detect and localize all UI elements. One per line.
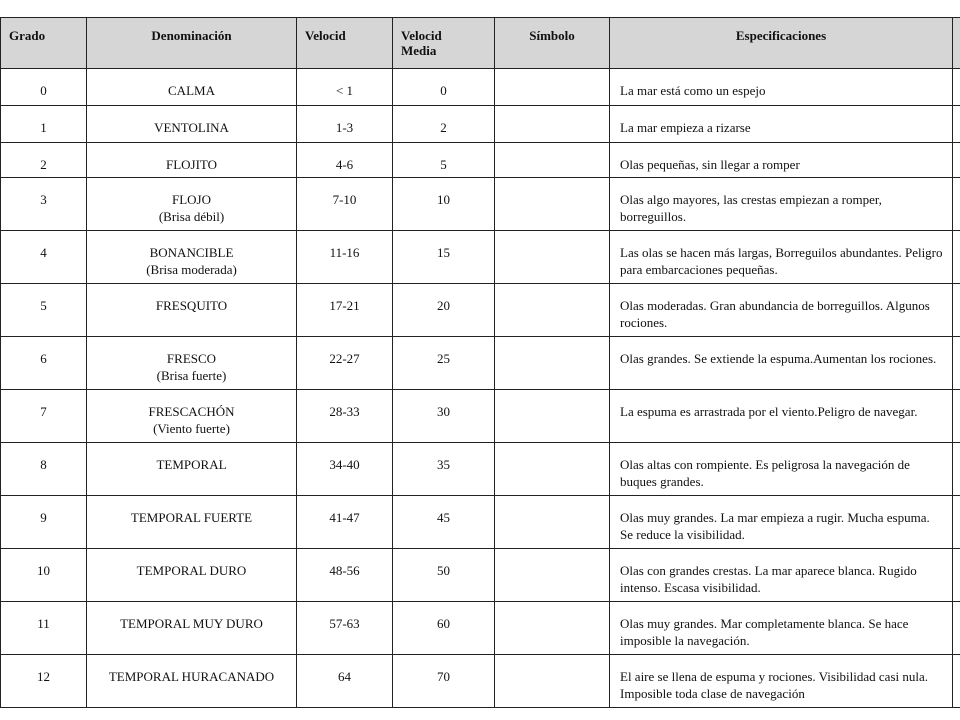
cell-extra [953,106,960,143]
cell-simbolo [495,178,610,231]
cell-velocidad-media: 10 [393,178,495,231]
cell-especificaciones: Olas grandes. Se extiende la espuma.Aumentan los rociones. [610,337,953,390]
cell-velocidad-media: 70 [393,655,495,708]
cell-especificaciones: Olas con grandes crestas. La mar aparece blanca. Rugido intenso. Escasa visibilidad. [610,549,953,602]
denominacion-name: FRESCO [166,351,217,366]
cell-velocidad-media: 5 [393,143,495,178]
cell-velocidad-media: 25 [393,337,495,390]
cell-grado: 1 [1,106,87,143]
denominacion-name: TEMPORAL [156,457,227,472]
cell-extra [953,69,960,106]
cell-velocidad: 48-56 [297,549,393,602]
cell-extra [953,443,960,496]
table-row [1,602,960,655]
denominacion-name: BONANCIBLE [149,245,234,260]
cell-denominacion [87,284,297,337]
cell-velocidad-media: 45 [393,496,495,549]
header-velocidad: Velocid [297,18,393,69]
header-simbolo: Símbolo [495,18,610,69]
cell-velocidad: 11-16 [297,231,393,284]
cell-extra [953,549,960,602]
header-extra-column [953,18,960,69]
cell-simbolo [495,443,610,496]
cell-extra [953,231,960,284]
cell-extra [953,655,960,708]
cell-denominacion [87,655,297,708]
header-denominacion: Denominación [87,18,297,69]
cell-grado: 12 [1,655,87,708]
cell-denominacion [87,69,297,106]
cell-velocidad: 57-63 [297,602,393,655]
cell-denominacion [87,231,297,284]
denominacion-subtitle: (Brisa débil) [158,209,225,224]
cell-grado: 8 [1,443,87,496]
denominacion-name: TEMPORAL FUERTE [130,510,253,525]
cell-especificaciones: La mar empieza a rizarse [610,106,953,143]
table-row [1,69,960,106]
denominacion-name: TEMPORAL DURO [136,563,247,578]
cell-velocidad-media: 20 [393,284,495,337]
denominacion-name: TEMPORAL MUY DURO [120,616,263,631]
cell-denominacion [87,443,297,496]
denominacion-name: FLOJITO [165,157,218,172]
cell-denominacion [87,143,297,178]
cell-denominacion [87,390,297,443]
cell-velocidad: 34-40 [297,443,393,496]
cell-grado: 4 [1,231,87,284]
table-header-row [1,18,960,69]
table-row [1,143,960,178]
denominacion-subtitle: (Brisa fuerte) [156,368,227,383]
denominacion-subtitle: (Brisa moderada) [146,262,237,277]
cell-denominacion [87,178,297,231]
cell-especificaciones: Olas moderadas. Gran abundancia de borreguillos. Algunos rociones. [610,284,953,337]
cell-velocidad-media: 30 [393,390,495,443]
cell-especificaciones: La espuma es arrastrada por el viento.Peligro de navegar. [610,390,953,443]
cell-velocidad-media: 0 [393,69,495,106]
cell-grado: 11 [1,602,87,655]
cell-simbolo [495,69,610,106]
header-especificaciones: Especificaciones [610,18,953,69]
cell-simbolo [495,602,610,655]
header-velocidad-media-line1: Velocid [401,28,442,43]
table-row [1,284,960,337]
denominacion-name: CALMA [168,83,215,98]
denominacion-name: TEMPORAL HURACANADO [108,669,275,684]
cell-grado: 3 [1,178,87,231]
cell-grado: 10 [1,549,87,602]
cell-velocidad: 41-47 [297,496,393,549]
cell-velocidad: 17-21 [297,284,393,337]
header-velocidad-media-line2: Media [401,43,437,58]
beaufort-scale-table [0,17,960,708]
denominacion-name: VENTOLINA [154,120,229,135]
cell-extra [953,178,960,231]
table-row [1,549,960,602]
cell-extra [953,496,960,549]
cell-especificaciones: Olas muy grandes. Mar completamente blanca. Se hace imposible la navegación. [610,602,953,655]
beaufort-table-page [0,17,960,720]
cell-extra [953,143,960,178]
cell-simbolo [495,284,610,337]
cell-simbolo [495,231,610,284]
cell-denominacion [87,602,297,655]
cell-velocidad-media: 35 [393,443,495,496]
cell-simbolo [495,106,610,143]
cell-velocidad-media: 60 [393,602,495,655]
cell-velocidad: 4-6 [297,143,393,178]
header-velocidad-media [393,18,495,69]
denominacion-name: FRESQUITO [155,298,228,313]
cell-grado: 9 [1,496,87,549]
table-row [1,178,960,231]
table-row [1,390,960,443]
cell-grado: 7 [1,390,87,443]
denominacion-subtitle: (Viento fuerte) [153,421,230,436]
cell-extra [953,337,960,390]
cell-velocidad-media: 15 [393,231,495,284]
denominacion-name: FRESCACHÓN [148,404,235,419]
cell-especificaciones: Olas algo mayores, las crestas empiezan a romper, borreguillos. [610,178,953,231]
table-row [1,496,960,549]
cell-velocidad: 64 [297,655,393,708]
cell-simbolo [495,390,610,443]
cell-simbolo [495,337,610,390]
cell-velocidad-media: 50 [393,549,495,602]
cell-denominacion [87,496,297,549]
cell-velocidad: 1-3 [297,106,393,143]
cell-especificaciones: Olas muy grandes. La mar empieza a rugir. Mucha espuma. Se reduce la visibilidad. [610,496,953,549]
cell-velocidad-media: 2 [393,106,495,143]
cell-simbolo [495,655,610,708]
cell-simbolo [495,549,610,602]
cell-extra [953,602,960,655]
cell-especificaciones: Olas pequeñas, sin llegar a romper [610,143,953,178]
cell-velocidad: 28-33 [297,390,393,443]
cell-denominacion [87,337,297,390]
denominacion-name: FLOJO [171,192,211,207]
cell-grado: 2 [1,143,87,178]
cell-especificaciones: Olas altas con rompiente. Es peligrosa la navegación de buques grandes. [610,443,953,496]
cell-grado: 5 [1,284,87,337]
cell-especificaciones: Las olas se hacen más largas, Borreguilos abundantes. Peligro para embarcaciones pequeñas. [610,231,953,284]
table-row [1,443,960,496]
table-row [1,231,960,284]
cell-extra [953,284,960,337]
cell-denominacion [87,106,297,143]
cell-velocidad: < 1 [297,69,393,106]
header-grado: Grado [1,18,87,69]
cell-denominacion [87,549,297,602]
table-row [1,655,960,708]
table-row [1,337,960,390]
cell-velocidad: 22-27 [297,337,393,390]
cell-velocidad: 7-10 [297,178,393,231]
cell-grado: 0 [1,69,87,106]
cell-especificaciones: La mar está como un espejo [610,69,953,106]
cell-simbolo [495,143,610,178]
cell-simbolo [495,496,610,549]
cell-especificaciones: El aire se llena de espuma y rociones. Visibilidad casi nula. Imposible toda clase de navegación [610,655,953,708]
cell-grado: 6 [1,337,87,390]
cell-extra [953,390,960,443]
table-row [1,106,960,143]
